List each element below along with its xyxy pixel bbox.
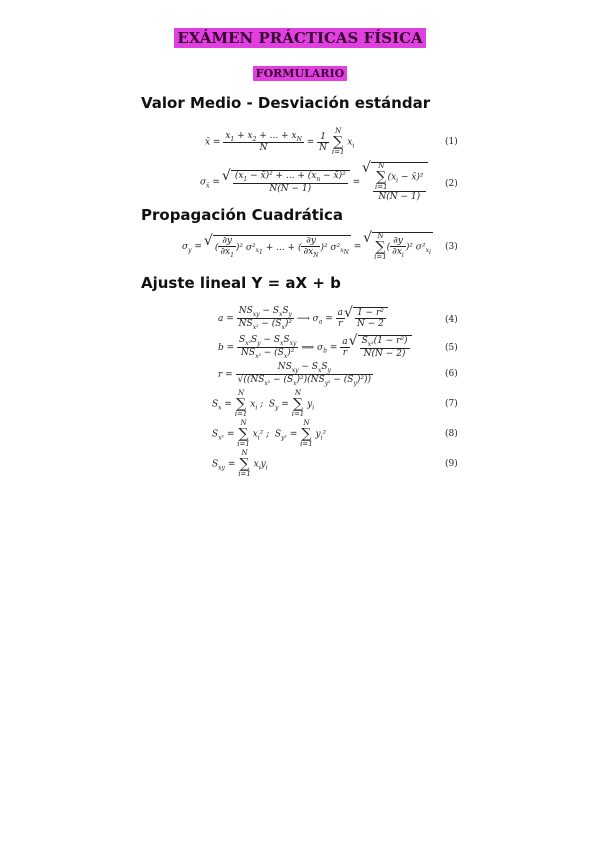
equation-correlation: r = $\frac{NS_{xy} - S_xS_y}{√((NS_{x^2} - (S_x)^2)(NS_{y^2} - (S_y)^2))}$	[218, 362, 372, 387]
section-heading-linear-fit: Ajuste lineal Y = aX + b	[141, 274, 341, 292]
equation-number-7: (7)	[445, 399, 458, 409]
page-title: EXÁMEN PRÁCTICAS FÍSICA	[0, 28, 600, 47]
equation-intercept: b = $\frac{S_{x^2}S_y - S_xS_{xy}}{NS_{x^2} - (S_x)^2}$ ⟹ $\sigma_b$ = $\frac{a}{r}$ √ $\frac{S_{x^2}(1 - r^2)}{N(N - 2)}$	[218, 335, 412, 360]
equation-propagation: $\sigma_y$ = √ ( $\frac{\partial y}{\partial x_1}$ )² $\sigma^2_{x_1}$ + ... + ( $\frac{\partial y}{\partial x_N}$ )² $\sigma^2_{x_N}$ = √ N ∑ i=1( $\frac{\partial y}{\partial x_i}$ )² $\sigma^2_{x_i}$	[182, 232, 433, 261]
equation-number-2: (2)	[445, 179, 458, 189]
equation-sums-x-y: $S_x = N$ ∑ i=1 $x_i$ ; $S_y = N$ ∑ i=1 $y_i$	[212, 389, 315, 418]
equation-number-5: (5)	[445, 343, 458, 353]
equation-mean: x̄ = $\frac{x_1 + x_2 + ... + x_N}{N}$ = $\frac{1}{N}$ N ∑ i=1 $x_i$	[205, 127, 355, 156]
equation-number-4: (4)	[445, 315, 458, 325]
page-subtitle: FORMULARIO	[0, 62, 600, 81]
section-heading-mean: Valor Medio - Desviación estándar	[141, 94, 431, 112]
equation-sum-xy: $S_{xy} = N$ ∑ i=1 $x_iy_i$	[212, 449, 268, 478]
equation-number-1: (1)	[445, 137, 458, 147]
equation-number-6: (6)	[445, 369, 458, 379]
section-heading-propagation: Propagación Cuadrática	[141, 206, 344, 224]
equation-std-dev: $\sigma_{x̄}$ = √ $\frac{(x_1 - x̄)^2 + ... + (x_n - x̄)^2}{N(N - 1)}$ = √ N ∑ $i=1(x_i$ − x̄)² N(N − 1)	[200, 162, 428, 202]
equation-sums-squares: $S_{x^2} = N$ ∑ i=1 $x_i^2$ ; $S_{y^2} = N$ ∑ i=1 $y_i^2$	[212, 419, 327, 448]
equation-number-3: (3)	[445, 242, 458, 252]
equation-number-9: (9)	[445, 459, 458, 469]
equation-slope: a = $\frac{NS_{xy} - S_xS_y}{NS_{x^2} - (S_x)^2}$ ⟶ $\sigma_a$ = $\frac{a}{r}$ √ $\frac{\text{1 − r²}}{N - 2}$	[218, 306, 388, 331]
equation-number-8: (8)	[445, 429, 458, 439]
